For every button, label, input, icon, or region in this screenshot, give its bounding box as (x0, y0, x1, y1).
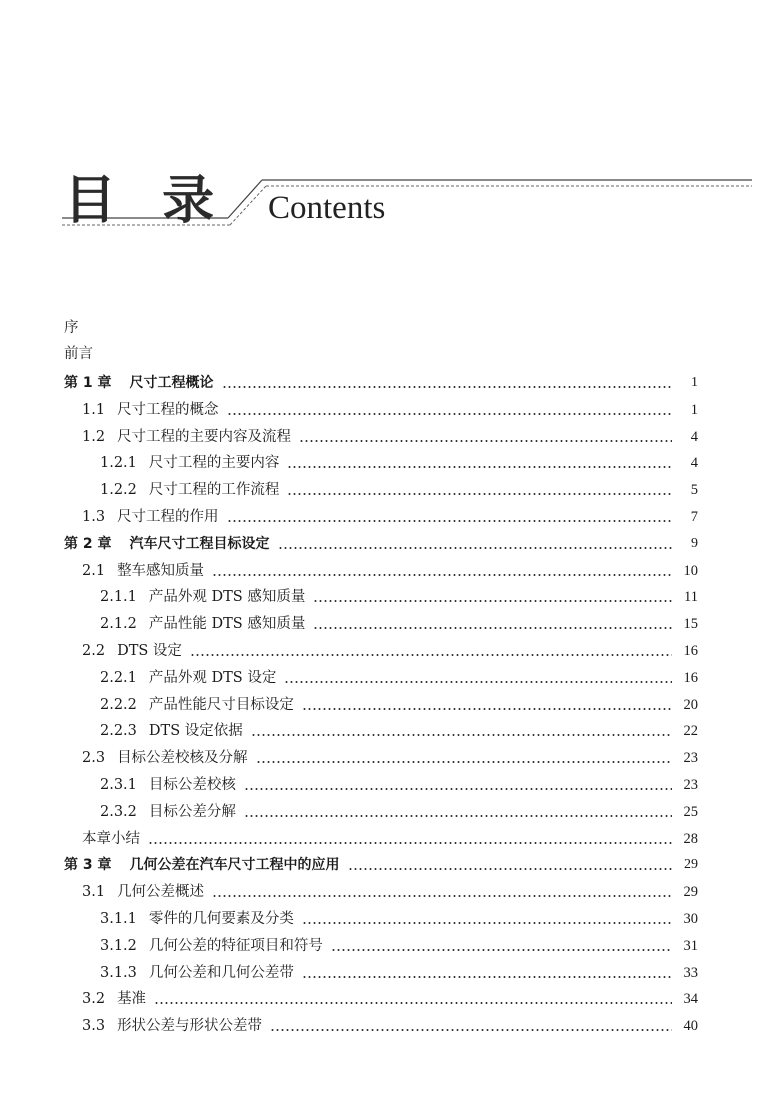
toc-entry-number: 1.2.2 (100, 482, 137, 499)
toc-subsection-row[interactable] (100, 956, 698, 982)
toc-entry-title: 产品性能尺寸目标设定 (148, 696, 294, 713)
toc-dot-leader (302, 976, 672, 978)
toc-dot-leader (302, 708, 672, 710)
toc-entry-number: 3.1.2 (100, 937, 137, 954)
toc-entry-title: 产品性能 DTS 感知质量 (148, 616, 306, 633)
toc-entry-number: 3.3 (82, 1018, 106, 1035)
toc-entry-number: 2.2.1 (100, 669, 137, 686)
toc-section-row[interactable] (82, 500, 698, 526)
toc-page-number: 33 (683, 964, 698, 981)
toc-dot-leader (287, 466, 672, 468)
toc-dot-leader (331, 949, 672, 951)
toc-page-number: 4 (690, 428, 698, 445)
toc-section-row[interactable] (82, 982, 698, 1008)
toc-entry-title: 基准 (117, 991, 147, 1008)
toc-page-number: 1 (690, 401, 698, 418)
toc-dot-leader (284, 681, 672, 683)
toc-page-number: 30 (683, 911, 698, 927)
toc-subsection-row[interactable] (100, 768, 698, 794)
toc-entry-title: 几何公差概述 (117, 884, 205, 901)
toc-entry-title: 本章小结 (82, 830, 140, 847)
toc-page-number: 34 (683, 991, 698, 1008)
toc-subsection-row[interactable] (100, 446, 698, 472)
toc-entry-title: 尺寸工程的作用 (117, 509, 219, 525)
toc-subsection-row[interactable] (100, 929, 698, 955)
toc-page-number: 23 (683, 777, 698, 793)
toc-dot-leader (251, 734, 672, 736)
toc-page-number: 25 (683, 803, 698, 820)
toc-dot-leader (222, 386, 673, 388)
toc-entry-number: 第 3 章 (64, 857, 112, 874)
toc-entry-title: 尺寸工程的主要内容及流程 (117, 428, 292, 445)
toc-dot-leader (190, 654, 672, 656)
toc-entry-title: 目标公差校核 (148, 777, 236, 793)
toc-page-number: 23 (683, 750, 698, 767)
toc-entry-number: 3.2 (82, 991, 106, 1008)
toc-dot-leader (348, 868, 673, 870)
toc-entry-number: 3.1 (82, 884, 106, 901)
toc-title-english: Contents (268, 190, 386, 226)
toc-entry-number: 2.1 (82, 562, 106, 579)
toc-entry-title: 产品外观 DTS 设定 (148, 669, 277, 686)
toc-dot-leader (244, 788, 672, 790)
toc-subsection-row[interactable] (100, 688, 698, 714)
toc-page-number: 16 (683, 669, 698, 686)
toc-dot-leader (313, 627, 672, 629)
toc-entry-title: 产品外观 DTS 感知质量 (148, 589, 306, 606)
toc-subsection-row[interactable] (100, 795, 698, 821)
toc-dot-leader (244, 815, 672, 817)
toc-entry-title: 尺寸工程的概念 (117, 401, 219, 418)
toc-page-number: 1 (691, 375, 698, 390)
toc-page-number: 15 (683, 616, 698, 633)
toc-section-row[interactable] (82, 393, 698, 419)
toc-subsection-row[interactable] (100, 661, 698, 687)
toc-entry-title: 几何公差的特征项目和符号 (148, 937, 323, 954)
toc-entry-number: 3.1.1 (100, 911, 137, 927)
toc-entry-title: 零件的几何要素及分类 (148, 911, 294, 927)
toc-page-number: 9 (691, 535, 698, 551)
toc-entry-title: 尺寸工程的工作流程 (148, 482, 280, 499)
toc-section-row[interactable] (82, 822, 698, 848)
toc-page-number: 4 (690, 455, 698, 472)
toc-entry-number: 2.1.1 (100, 589, 137, 606)
toc-page-number: 22 (683, 723, 698, 740)
toc-dot-leader (148, 842, 672, 844)
toc-entry-number: 2.3.2 (100, 803, 137, 820)
toc-chapter-row[interactable] (64, 848, 698, 874)
toc-chapter-row[interactable] (64, 366, 698, 392)
toc-subsection-row[interactable] (100, 580, 698, 606)
toc-entry-number: 2.3.1 (100, 777, 137, 793)
toc-page-number: 16 (683, 643, 698, 659)
toc-entry-title: DTS 设定依据 (148, 723, 243, 740)
toc-entry-number: 3.1.3 (100, 964, 137, 981)
front-matter-preface[interactable]: 序 (64, 320, 79, 336)
toc-dot-leader (270, 1029, 672, 1031)
toc-entry-number: 1.1 (82, 401, 106, 418)
toc-page-number: 11 (684, 589, 698, 606)
toc-section-row[interactable] (82, 634, 698, 660)
toc-page-number: 31 (683, 937, 698, 954)
toc-page-number: 28 (683, 830, 698, 847)
toc-dot-leader (287, 493, 672, 495)
toc-section-row[interactable] (82, 420, 698, 446)
toc-section-row[interactable] (82, 875, 698, 901)
toc-entry-number: 2.2.3 (100, 723, 137, 740)
toc-dot-leader (227, 413, 672, 415)
toc-page-number: 40 (683, 1018, 698, 1035)
toc-section-row[interactable] (82, 554, 698, 580)
toc-page-number: 10 (683, 562, 698, 579)
toc-dot-leader (278, 547, 673, 549)
toc-dot-leader (299, 440, 672, 442)
toc-subsection-row[interactable] (100, 902, 698, 928)
toc-entry-number: 第 1 章 (64, 375, 112, 391)
toc-entry-number: 2.2.2 (100, 696, 137, 713)
toc-page-number: 29 (684, 857, 698, 873)
toc-chapter-row[interactable] (64, 527, 698, 553)
toc-page-number: 5 (690, 482, 698, 499)
toc-entry-number: 第 2 章 (64, 535, 112, 552)
toc-header (0, 0, 768, 260)
toc-page-number: 29 (683, 884, 698, 901)
toc-dot-leader (256, 761, 672, 763)
toc-dot-leader (313, 600, 672, 602)
toc-entry-title: DTS 设定 (117, 643, 182, 659)
toc-entry-title: 目标公差分解 (148, 803, 236, 820)
toc-dot-leader (154, 1002, 672, 1004)
toc-dot-leader (212, 574, 672, 576)
toc-entry-number: 1.2.1 (100, 455, 137, 472)
toc-entry-title: 整车感知质量 (117, 562, 205, 579)
toc-dot-leader (302, 922, 672, 924)
toc-entry-title: 形状公差与形状公差带 (117, 1018, 263, 1035)
toc-entry-title: 尺寸工程的主要内容 (148, 455, 280, 472)
toc-entry-title: 几何公差和几何公差带 (148, 964, 294, 981)
toc-dot-leader (227, 520, 672, 522)
toc-subsection-row[interactable] (100, 473, 698, 499)
toc-entry-title: 几何公差在汽车尺寸工程中的应用 (129, 857, 340, 874)
toc-subsection-row[interactable] (100, 607, 698, 633)
toc-subsection-row[interactable] (100, 714, 698, 740)
toc-entry-title: 汽车尺寸工程目标设定 (129, 535, 270, 552)
front-matter-foreword[interactable]: 前言 (64, 346, 93, 362)
toc-page-number: 20 (683, 696, 698, 713)
toc-section-row[interactable] (82, 741, 698, 767)
toc-entry-number: 2.2 (82, 643, 106, 659)
toc-dot-leader (212, 895, 672, 897)
toc-entry-title: 尺寸工程概论 (129, 375, 214, 391)
toc-entry-number: 2.1.2 (100, 616, 137, 633)
toc-entry-title: 目标公差校核及分解 (117, 750, 248, 767)
toc-page-number: 7 (690, 509, 698, 525)
toc-title-chinese: 目 录 (64, 170, 229, 231)
toc-section-row[interactable] (82, 1009, 698, 1035)
toc-entry-number: 1.3 (82, 509, 106, 525)
toc-entry-number: 1.2 (82, 428, 106, 445)
toc-entry-number: 2.3 (82, 750, 106, 767)
